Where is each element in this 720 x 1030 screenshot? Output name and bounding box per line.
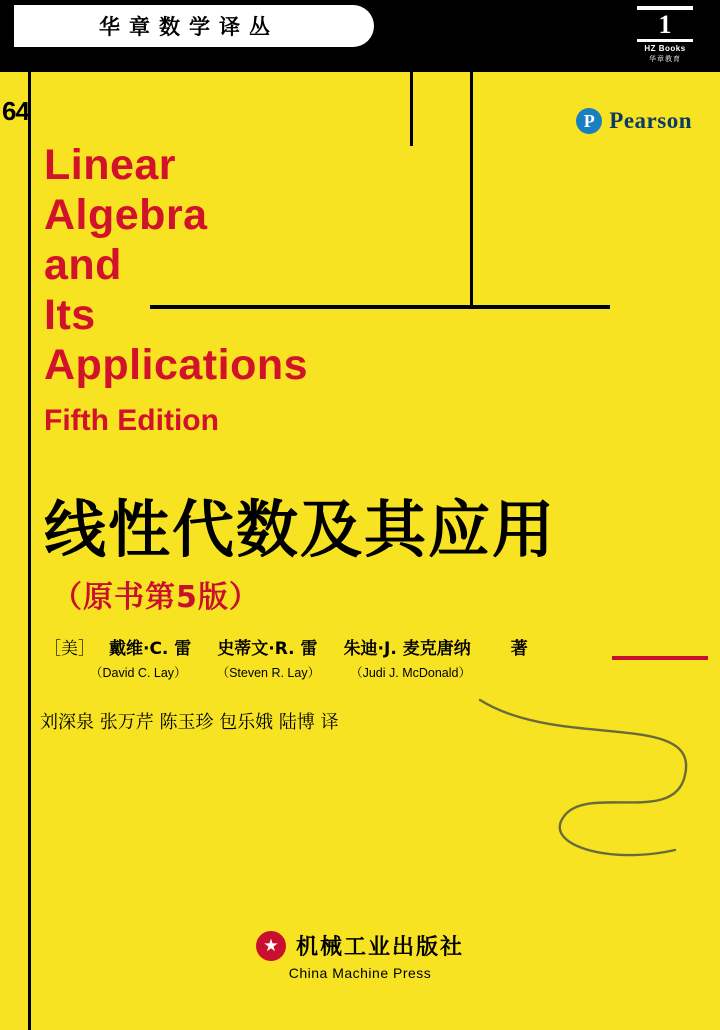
series-title: 华章数学译丛 [99,15,279,39]
chinese-title: 线性代数及其应用 [44,493,557,566]
publisher-line-chinese [0,930,720,961]
english-title-line-4: Its [44,291,96,339]
pearson-mark-icon: P [576,108,602,134]
authors-row-english [90,663,664,681]
hz-logo-rule-bottom [637,39,693,42]
series-number: 64 [2,96,29,126]
decorative-squiggle [470,690,710,880]
english-title-line-2: Algebra [44,191,208,239]
decorative-stroke-vertical-short [410,72,413,146]
hz-logo-numeral: 1 [658,10,672,39]
authors-row-chinese [44,634,664,659]
pearson-wordmark: Pearson [609,108,692,133]
author-name-en-3: （Judi J. McDonald） [350,666,471,680]
author-name-3: 朱迪·J. 麦克唐纳 [343,639,471,659]
author-name-en-1: （David C. Lay） [90,666,187,680]
hz-books-logo [628,2,702,68]
publisher-name-chinese: 机械工业出版社 [295,935,464,960]
chinese-edition: （原书第5版） [52,580,260,615]
english-edition: Fifth Edition [44,404,219,437]
pearson-logo [576,108,692,134]
publisher-emblem-icon [256,931,286,961]
author-name-1: 戴维·C. 雷 [109,639,192,659]
english-title-line-1: Linear [44,141,177,189]
publisher-block [0,930,720,981]
translators: 刘深泉 张万芹 陈玉珍 包乐娥 陆博 译 [40,712,339,733]
english-title-line-3: and [44,241,122,289]
english-title [44,140,604,390]
authors-block [44,634,664,681]
author-country: ［美］ [44,639,95,659]
publisher-name-english: China Machine Press [288,965,432,981]
english-title-line-5: Applications [44,341,309,389]
top-banner [0,0,720,72]
hz-logo-english: HZ Books [644,44,686,53]
hz-logo-chinese: 华章教育 [649,55,681,63]
author-name-en-2: （Steven R. Lay） [216,666,321,680]
author-role: 著 [510,639,528,659]
author-name-2: 史蒂文·R. 雷 [217,639,318,659]
decorative-red-rule [612,656,708,660]
left-vertical-rule [28,72,31,1030]
